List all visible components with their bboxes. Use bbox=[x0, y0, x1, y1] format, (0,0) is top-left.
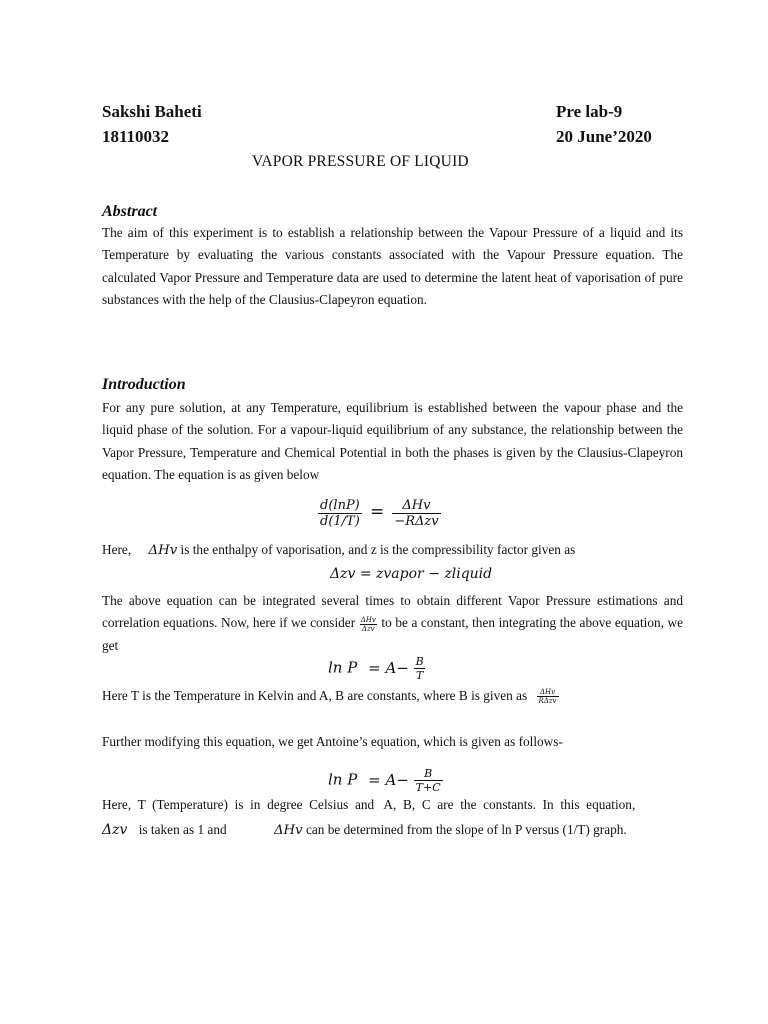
constant-b-definition-line bbox=[102, 688, 559, 705]
constant-b-fraction bbox=[537, 688, 559, 705]
constant-b-numerator: ΔHv bbox=[539, 688, 556, 697]
integrated-equation bbox=[328, 655, 426, 682]
inline-fraction-denominator: Δzv bbox=[361, 624, 375, 633]
para2-text-a: The above equation can be integrated several times to obtain different Vapor Pressure estimations and correlation equations. Now, here if we consider bbox=[102, 593, 683, 631]
final-line bbox=[102, 822, 627, 838]
eq1-lhs-denominator: d(1/T) bbox=[320, 514, 360, 529]
final-line-text-2: can be determined from the slope of ln P versus (1/T) graph. bbox=[306, 822, 627, 837]
final-line-text-1: is taken as 1 and bbox=[138, 822, 227, 837]
para2-text-b: to be a constant, then integrating the above equation, we get bbox=[102, 615, 684, 653]
introduction-heading: Introduction bbox=[102, 376, 186, 393]
constant-b-text: Here T is the Temperature in Kelvin and A, B are constants, where B is given as bbox=[102, 688, 528, 703]
delta-z-symbol: Δzv bbox=[102, 822, 128, 838]
enthalpy-definition-line bbox=[102, 542, 575, 558]
clausius-clapeyron-equation bbox=[318, 498, 441, 529]
abstract-text: The aim of this experiment is to establish a relationship between the Vapour Pressure of a liquid and its Temperature by evaluating the various constants associated with the Vapour Pressure equation. The calculated Vapor Pressure and Temperature data are used to determine the latent heat of vaporisation of pure substances with the help of the Clausius-Clapeyron equation. bbox=[102, 225, 683, 308]
intro-paragraph-1: For any pure solution, at any Temperature, equilibrium is established between the vapour phase and the liquid phase of the solution. For a vapour-liquid equilibrium of any substance, the relationship between the Vapor Pressure, Temperature and Chemical Potential in both the phases is given by the Clausius-Clapeyron equation. The equation is as given below bbox=[102, 400, 683, 483]
document-date: 20 June’2020 bbox=[556, 127, 652, 146]
eq4-denominator: T+C bbox=[415, 781, 441, 794]
constant-b-denominator: RΔzv bbox=[538, 697, 557, 706]
author-name: Sakshi Baheti bbox=[102, 102, 202, 121]
eq1-rhs-denominator: −RΔzv bbox=[394, 514, 439, 529]
eq4-lhs: ln P bbox=[328, 770, 358, 789]
eq3-denominator: T bbox=[416, 669, 424, 682]
eq3-mid: = A− bbox=[368, 658, 409, 677]
inline-fraction-hv-zv bbox=[359, 616, 378, 633]
enthalpy-symbol: ΔHv bbox=[148, 543, 178, 558]
eq3-numerator: B bbox=[415, 655, 424, 668]
antoine-equation bbox=[328, 767, 443, 794]
antoine-constants-text: Here, T (Temperature) is in degree Celsius and A, B, C are the constants. In this equation, bbox=[102, 797, 636, 812]
here-label: Here, bbox=[102, 542, 132, 557]
eq1-equals: = bbox=[369, 502, 385, 522]
intro-paragraph-2 bbox=[102, 590, 683, 657]
enthalpy-definition-text: is the enthalpy of vaporisation, and z is the compressibility factor given as bbox=[180, 542, 576, 557]
roll-number: 18110032 bbox=[102, 127, 170, 146]
eq1-lhs-numerator: d(lnP) bbox=[320, 498, 360, 513]
compressibility-equation: Δzv = zvapor − zliquid bbox=[330, 566, 493, 582]
inline-fraction-numerator: ΔHv bbox=[360, 615, 376, 624]
abstract-heading: Abstract bbox=[102, 203, 158, 220]
eq1-rhs-numerator: ΔHv bbox=[402, 498, 431, 513]
eq4-mid: = A− bbox=[368, 770, 409, 789]
antoine-intro-text: Further modifying this equation, we get Antoine’s equation, which is given as follows- bbox=[102, 734, 563, 749]
delta-h-symbol: ΔHv bbox=[273, 823, 303, 838]
eq3-lhs: ln P bbox=[328, 658, 358, 677]
document-title: VAPOR PRESSURE OF LIQUID bbox=[252, 153, 469, 170]
eq4-numerator: B bbox=[424, 767, 433, 780]
lab-title: Pre lab-9 bbox=[556, 102, 623, 121]
